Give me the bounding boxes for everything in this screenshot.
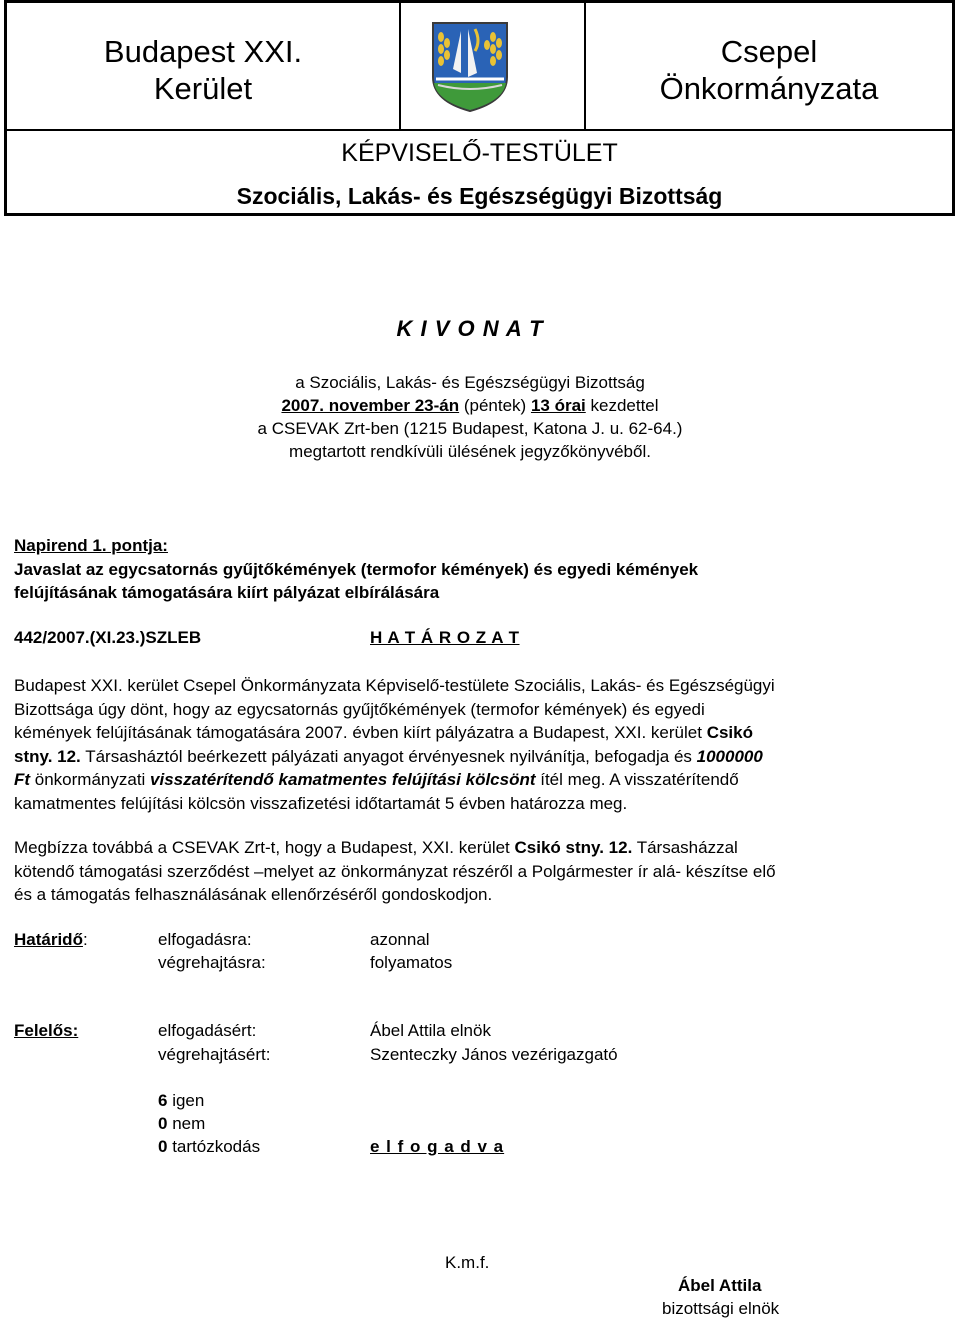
deadline-label [14, 930, 88, 950]
deadline-execution-value: folyamatos [370, 953, 453, 972]
resolution-p1-line5 [14, 768, 944, 792]
resolution-paragraph-1 [14, 674, 944, 815]
vote-no-count: 0 [158, 1114, 168, 1133]
vote-yes [158, 1091, 204, 1111]
resolution-p1-line1: Budapest XXI. kerület Csepel Önkormányzata Képviselő-testülete Szociális, Lakás- és Egészségügyi [14, 676, 775, 695]
header-left-cell [7, 3, 401, 131]
resolution-p1-line5-b: ítél meg. A visszatérítendő [535, 770, 739, 789]
deadline-label-text: Határidő [14, 930, 83, 949]
resolution-p2-line1 [14, 836, 944, 860]
resolution-number: 442/2007.(XI.23.)SZLEB [14, 628, 202, 647]
district-line2: Kerület [153, 71, 253, 106]
vote-no [158, 1114, 205, 1134]
vote-yes-count: 6 [158, 1091, 168, 1110]
resolution-p1-line4 [14, 745, 944, 769]
vote-yes-label: igen [167, 1091, 205, 1110]
loan-type: visszatérítendő kamatmentes felújítási kölcsönt [150, 770, 536, 789]
signatory-name: Ábel Attila [678, 1276, 762, 1295]
signatory-role: bizottsági elnök [662, 1299, 780, 1318]
meeting-time: 13 órai [530, 396, 586, 415]
resolution-p2-line3: és a támogatás felhasználásának ellenőrzéséről gondoskodjon. [14, 885, 493, 904]
resolution-heading: H A T Á R O Z A T [370, 628, 520, 647]
document-header [4, 0, 955, 216]
municipality-name [586, 33, 952, 107]
resolution-p2-line1-a: Megbízza továbbá a CSEVAK Zrt-t, hogy a Budapest, XXI. kerület [14, 838, 515, 857]
resolution-paragraph-2 [14, 836, 944, 907]
deadline-execution-key: végrehajtásra: [158, 953, 266, 972]
deadline-colon: : [82, 930, 88, 949]
meeting-date: 2007. november 23-án [281, 396, 460, 415]
vote-abstain-label: tartózkodás [167, 1137, 261, 1156]
street-address: Csikó stny. 12. [514, 838, 633, 857]
district-line1: Budapest XXI. [103, 34, 303, 69]
committee-title: Szociális, Lakás- és Egészségügyi Bizottság [236, 183, 723, 209]
deadline-adoption-key: elfogadásra: [158, 930, 252, 949]
coat-of-arms-icon [431, 21, 509, 113]
resolution-p1-line3-text: kémények felújításának támogatására 2007. évben kiírt pályázatra a Budapest, XXI. kerület [14, 723, 707, 742]
responsible-execution-key: végrehajtásért: [158, 1045, 271, 1064]
agenda-label-text: Napirend 1. pontja: [14, 536, 168, 555]
deadline-adoption-value: azonnal [370, 930, 430, 949]
resolution-p1-line6: kamatmentes felújítási kölcsön visszafizetési időtartamát 5 évben határozza meg. [14, 793, 628, 813]
resolution-p2-line1-b: Társasházzal [632, 838, 738, 857]
vote-abstain-count: 0 [158, 1137, 168, 1156]
resolution-p2-line2: kötendő támogatási szerződést –melyet az önkormányzat részéről a Polgármester ír alá- készítse elő [14, 861, 776, 881]
header-divider [7, 129, 952, 131]
vote-result: e l f o g a d v a [370, 1137, 505, 1156]
extract-line-venue: a CSEVAK Zrt-ben (1215 Budapest, Katona J. u. 62-64.) [257, 419, 683, 438]
municipality-line2: Önkormányzata [659, 71, 879, 106]
agenda-title-line2: felújításának támogatására kiírt pályázat elbírálására [14, 583, 440, 602]
resolution-p1-line5-a: önkormányzati [30, 770, 151, 789]
street-name-part2: stny. 12. [14, 746, 81, 766]
agenda-title-line1: Javaslat az egycsatornás gyűjtőkémények (termofor kémények) és egyedi kémények [14, 560, 699, 579]
responsible-execution-value: Szenteczky János vezérigazgató [370, 1045, 618, 1064]
vote-abstain [158, 1137, 260, 1157]
responsible-adoption-key: elfogadásért: [158, 1021, 257, 1040]
header-right-cell [584, 3, 952, 131]
resolution-p1-line4-text: Társasháztól beérkezett pályázati anyagot érvényesnek nyilvánítja, befogadja és [80, 746, 697, 766]
municipality-line1: Csepel [720, 34, 818, 69]
extract-line-date [0, 396, 940, 416]
loan-amount: 1000000 [696, 746, 763, 766]
loan-currency: Ft [14, 770, 31, 789]
extract-line-committee: a Szociális, Lakás- és Egészségügyi Bizottság [295, 373, 645, 392]
meeting-start-label: kezdettel [590, 396, 659, 415]
responsible-adoption-value: Ábel Attila elnök [370, 1021, 491, 1040]
resolution-p1-line2: Bizottsága úgy dönt, hogy az egycsatornás gyűjtőkémények (termofor kémények) és egyedi [14, 699, 705, 719]
signature-kmf: K.m.f. [445, 1253, 490, 1272]
district-name [7, 33, 399, 107]
street-name-part1: Csikó [706, 723, 753, 742]
body-title: KÉPVISELŐ-TESTÜLET [341, 139, 618, 167]
meeting-day: (péntek) [463, 396, 527, 415]
resolution-p1-line3 [14, 721, 944, 745]
vote-no-label: nem [167, 1114, 206, 1133]
responsible-label: Felelős: [14, 1021, 79, 1040]
extract-title: K I V O N A T [396, 316, 544, 341]
extract-line-minutes: megtartott rendkívüli ülésének jegyzőkönyvéből. [289, 442, 651, 461]
agenda-label [14, 534, 944, 558]
